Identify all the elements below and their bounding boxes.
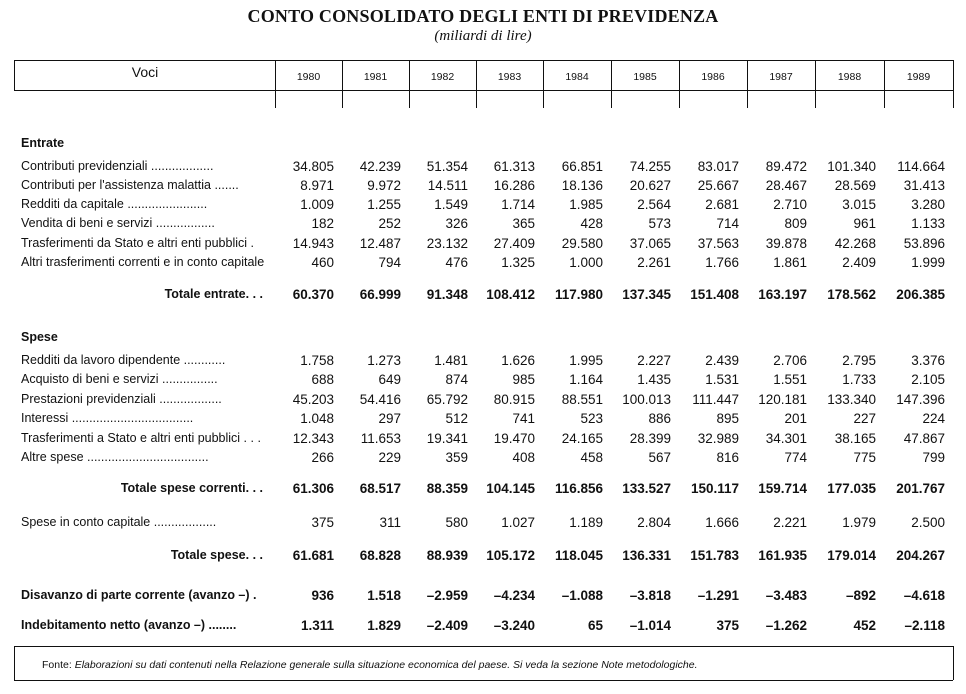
footer-bottom-rule — [14, 680, 953, 681]
totale-spese-correnti-row-value-1981: 68.517 — [359, 481, 401, 496]
disavanzo-row-value-1983: –4.234 — [493, 588, 535, 603]
indebitamento-row-value-1984: 65 — [587, 618, 603, 633]
spese-conto-capitale-row-value-1981: 311 — [379, 515, 401, 530]
totale-entrate-row-value-1984: 117.980 — [554, 287, 603, 302]
entrate-row-2-value-1986: 2.681 — [705, 197, 739, 212]
spese-row-1-value-1981: 649 — [378, 372, 401, 387]
column-tick-end — [953, 90, 954, 108]
spese-conto-capitale-row-value-1986: 1.666 — [705, 515, 739, 530]
spese-row-3-value-1984: 523 — [580, 411, 603, 426]
entrate-row-0-value-1988: 101.340 — [827, 159, 876, 174]
entrate-row-1-value-1986: 25.667 — [697, 178, 739, 193]
spese-row-4-value-1981: 11.653 — [360, 431, 401, 446]
spese-row-5 — [0, 448, 966, 467]
entrate-row-0-value-1982: 51.354 — [426, 159, 468, 174]
spese-row-5-value-1981: 229 — [378, 450, 401, 465]
entrate-row-1-value-1983: 16.286 — [493, 178, 535, 193]
column-divider-8 — [815, 60, 816, 90]
spese-row-3-value-1982: 512 — [445, 411, 468, 426]
spese-row-2-value-1986: 111.447 — [692, 392, 739, 407]
totale-spese-row — [0, 546, 966, 565]
entrate-row-5-value-1982: 476 — [445, 255, 468, 270]
spese-row-2-value-1984: 88.551 — [561, 392, 603, 407]
entrate-row-1-value-1985: 20.627 — [629, 178, 671, 193]
section-heading-entrate: Entrate — [21, 136, 65, 150]
spese-row-2-value-1985: 100.013 — [622, 392, 671, 407]
spese-row-0-value-1989: 3.376 — [911, 353, 945, 368]
totale-entrate-row-value-1982: 91.348 — [426, 287, 468, 302]
entrate-row-4 — [0, 234, 966, 253]
entrate-row-4-value-1983: 27.409 — [493, 236, 535, 251]
totale-spese-row-value-1988: 179.014 — [827, 548, 876, 563]
spese-row-5-value-1987: 774 — [784, 450, 807, 465]
column-tick-4 — [543, 90, 544, 108]
totale-entrate-row-label: Totale entrate. . . — [164, 287, 263, 301]
spese-row-4-value-1988: 38.165 — [834, 431, 876, 446]
indebitamento-row-value-1986: 375 — [716, 618, 739, 633]
column-divider-5 — [611, 60, 612, 90]
spese-row-1-value-1983: 985 — [512, 372, 535, 387]
entrate-row-2-value-1985: 2.564 — [637, 197, 671, 212]
year-header-1989: 1989 — [906, 71, 931, 83]
spese-row-5-value-1982: 359 — [445, 450, 468, 465]
indebitamento-row-value-1987: –1.262 — [765, 618, 807, 633]
spese-row-4-value-1989: 47.867 — [903, 431, 945, 446]
spese-conto-capitale-row-value-1980: 375 — [311, 515, 334, 530]
column-tick-6 — [679, 90, 680, 108]
entrate-row-5-value-1980: 460 — [311, 255, 334, 270]
spese-row-3-value-1985: 886 — [648, 411, 671, 426]
spese-row-3-value-1988: 227 — [853, 411, 876, 426]
spese-row-0-value-1987: 2.706 — [773, 353, 807, 368]
year-header-1988: 1988 — [837, 71, 862, 83]
spese-row-0-value-1986: 2.439 — [705, 353, 739, 368]
spese-conto-capitale-row-value-1989: 2.500 — [911, 515, 945, 530]
year-header-1985: 1985 — [633, 71, 657, 83]
spese-row-5-value-1985: 567 — [648, 450, 671, 465]
column-divider-4 — [543, 60, 544, 90]
header-rule — [14, 90, 953, 91]
totale-entrate-row-value-1981: 66.999 — [359, 287, 401, 302]
entrate-row-1-value-1981: 9.972 — [367, 178, 401, 193]
disavanzo-row-value-1984: –1.088 — [561, 588, 603, 603]
disavanzo-row-value-1986: –1.291 — [697, 588, 739, 603]
spese-conto-capitale-row-value-1984: 1.189 — [569, 515, 603, 530]
indebitamento-row-value-1989: –2.118 — [904, 618, 945, 633]
spese-row-4-value-1985: 28.399 — [629, 431, 671, 446]
totale-entrate-row-value-1985: 137.345 — [622, 287, 671, 302]
totale-spese-row-value-1982: 88.939 — [426, 548, 468, 563]
spese-row-1-value-1984: 1.164 — [569, 372, 603, 387]
totale-spese-row-value-1981: 68.828 — [359, 548, 401, 563]
spese-row-4-value-1984: 24.165 — [561, 431, 603, 446]
entrate-row-1-value-1989: 31.413 — [903, 178, 945, 193]
entrate-row-4-value-1982: 23.132 — [426, 236, 468, 251]
entrate-row-2-value-1980: 1.009 — [300, 197, 334, 212]
page-subtitle: (miliardi di lire) — [434, 28, 532, 44]
entrate-row-5-value-1981: 794 — [378, 255, 401, 270]
entrate-row-4-value-1980: 14.943 — [292, 236, 334, 251]
entrate-row-5 — [0, 253, 966, 272]
page-title: CONTO CONSOLIDATO DEGLI ENTI DI PREVIDENZA — [247, 6, 719, 26]
source-prefix: Fonte: — [42, 659, 75, 671]
entrate-row-4-value-1988: 42.268 — [834, 236, 876, 251]
spese-row-0-value-1980: 1.758 — [300, 353, 334, 368]
entrate-row-1-value-1982: 14.511 — [427, 178, 468, 193]
spese-row-1-value-1987: 1.551 — [773, 372, 807, 387]
entrate-row-0-value-1989: 114.664 — [897, 159, 945, 174]
totale-spese-correnti-row-value-1983: 104.145 — [486, 481, 535, 496]
column-tick-3 — [476, 90, 477, 108]
entrate-row-1-value-1988: 28.569 — [834, 178, 876, 193]
spese-row-5-value-1988: 775 — [853, 450, 876, 465]
year-header-1984: 1984 — [565, 71, 589, 83]
totale-entrate-row-value-1989: 206.385 — [896, 287, 945, 302]
totale-spese-row-value-1989: 204.267 — [896, 548, 945, 563]
totale-spese-correnti-row-value-1984: 116.856 — [554, 481, 603, 496]
spese-row-4 — [0, 429, 966, 448]
spese-row-2 — [0, 390, 966, 409]
entrate-row-0-value-1987: 89.472 — [765, 159, 807, 174]
column-tick-9 — [884, 90, 885, 108]
entrate-row-2 — [0, 195, 966, 214]
spese-row-4-value-1983: 19.470 — [493, 431, 535, 446]
totale-spese-row-value-1984: 118.045 — [554, 548, 603, 563]
frame-left-edge — [14, 60, 15, 90]
totale-entrate-row-value-1987: 163.197 — [758, 287, 807, 302]
totale-entrate-row — [0, 285, 966, 304]
entrate-row-1-label: Contributi per l'assistenza malattia ....... — [21, 178, 239, 192]
disavanzo-row-value-1985: –3.818 — [629, 588, 671, 603]
spese-row-1-value-1980: 688 — [311, 372, 334, 387]
entrate-row-2-value-1984: 1.985 — [569, 197, 603, 212]
indebitamento-row-label: Indebitamento netto (avanzo –) ........ — [21, 618, 237, 632]
spese-row-3-value-1987: 201 — [784, 411, 807, 426]
entrate-row-2-value-1989: 3.280 — [911, 197, 945, 212]
totale-spese-row-value-1987: 161.935 — [758, 548, 807, 563]
spese-row-3-value-1983: 741 — [512, 411, 535, 426]
entrate-row-0-value-1985: 74.255 — [629, 159, 671, 174]
year-header-1982: 1982 — [430, 71, 455, 83]
disavanzo-row-value-1980: 936 — [311, 588, 334, 603]
disavanzo-row-value-1981: 1.518 — [367, 588, 401, 603]
totale-spese-correnti-row-value-1989: 201.767 — [896, 481, 945, 496]
indebitamento-row-value-1981: 1.829 — [367, 618, 401, 633]
column-tick-5 — [611, 90, 612, 108]
indebitamento-row-value-1983: –3.240 — [493, 618, 535, 633]
frame-right-edge — [953, 60, 954, 90]
year-header-1980: 1980 — [296, 71, 321, 83]
entrate-row-0-value-1981: 42.239 — [359, 159, 401, 174]
spese-row-5-value-1980: 266 — [311, 450, 334, 465]
indebitamento-row-value-1980: 1.311 — [300, 618, 334, 633]
spese-row-0-value-1981: 1.273 — [367, 353, 401, 368]
entrate-row-3 — [0, 214, 966, 233]
column-divider-7 — [747, 60, 748, 90]
spese-row-5-label: Altre spese ................................... — [21, 450, 209, 464]
totale-spese-correnti-row-value-1987: 159.714 — [758, 481, 807, 496]
entrate-row-4-value-1987: 39.878 — [765, 236, 807, 251]
entrate-row-0 — [0, 157, 966, 176]
spese-row-3-value-1989: 224 — [922, 411, 945, 426]
totale-entrate-row-value-1983: 108.412 — [486, 287, 535, 302]
totale-spese-correnti-row-value-1980: 61.306 — [292, 481, 334, 496]
spese-row-1-value-1988: 1.733 — [842, 372, 876, 387]
disavanzo-row-value-1987: –3.483 — [765, 588, 807, 603]
spese-row-1-value-1985: 1.435 — [637, 372, 671, 387]
spese-row-3-value-1981: 297 — [378, 411, 401, 426]
spese-row-0 — [0, 351, 966, 370]
entrate-row-3-value-1982: 326 — [445, 216, 468, 231]
entrate-row-0-value-1986: 83.017 — [697, 159, 739, 174]
entrate-row-0-label: Contributi previdenziali .................. — [21, 159, 214, 173]
totale-spese-row-value-1980: 61.681 — [292, 548, 334, 563]
spese-row-2-value-1988: 133.340 — [827, 392, 876, 407]
totale-spese-row-value-1983: 105.172 — [486, 548, 535, 563]
column-divider-3 — [476, 60, 477, 90]
spese-row-4-value-1987: 34.301 — [765, 431, 807, 446]
spese-row-5-value-1989: 799 — [922, 450, 945, 465]
spese-row-0-label: Redditi da lavoro dipendente ............ — [21, 353, 226, 367]
entrate-row-3-value-1988: 961 — [853, 216, 876, 231]
disavanzo-row-value-1989: –4.618 — [903, 588, 945, 603]
totale-entrate-row-value-1980: 60.370 — [292, 287, 334, 302]
spese-conto-capitale-row-label: Spese in conto capitale .................. — [21, 515, 217, 529]
spese-row-4-value-1982: 19.341 — [426, 431, 468, 446]
entrate-row-3-label: Vendita di beni e servizi ................. — [21, 216, 215, 230]
column-divider-6 — [679, 60, 680, 90]
footer-right-edge — [953, 646, 954, 680]
spese-row-1-value-1986: 1.531 — [705, 372, 739, 387]
totale-spese-correnti-row-value-1982: 88.359 — [426, 481, 468, 496]
totale-entrate-row-value-1988: 178.562 — [827, 287, 876, 302]
spese-row-4-value-1986: 32.989 — [697, 431, 739, 446]
entrate-row-5-value-1986: 1.766 — [705, 255, 739, 270]
disavanzo-row-label: Disavanzo di parte corrente (avanzo –) . — [21, 588, 257, 602]
spese-conto-capitale-row-value-1983: 1.027 — [501, 515, 535, 530]
totale-entrate-row-value-1986: 151.408 — [690, 287, 739, 302]
entrate-row-5-value-1987: 1.861 — [773, 255, 807, 270]
spese-row-3-value-1980: 1.048 — [300, 411, 334, 426]
source-note — [42, 659, 698, 671]
entrate-row-5-value-1984: 1.000 — [569, 255, 603, 270]
entrate-row-4-value-1984: 29.580 — [561, 236, 603, 251]
spese-row-1 — [0, 370, 966, 389]
totale-spese-row-value-1986: 151.783 — [690, 548, 739, 563]
spese-conto-capitale-row-value-1988: 1.979 — [842, 515, 876, 530]
entrate-row-4-value-1985: 37.065 — [629, 236, 671, 251]
spese-row-2-label: Prestazioni previdenziali .................. — [21, 392, 222, 406]
spese-row-0-value-1984: 1.995 — [569, 353, 603, 368]
spese-row-5-value-1984: 458 — [580, 450, 603, 465]
entrate-row-1-value-1980: 8.971 — [300, 178, 334, 193]
entrate-row-2-value-1982: 1.549 — [434, 197, 468, 212]
entrate-row-3-value-1984: 428 — [580, 216, 603, 231]
year-header-1986: 1986 — [701, 71, 725, 83]
spese-row-1-value-1982: 874 — [445, 372, 468, 387]
spese-conto-capitale-row-value-1987: 2.221 — [773, 515, 807, 530]
entrate-row-0-value-1980: 34.805 — [292, 159, 334, 174]
entrate-row-3-value-1981: 252 — [378, 216, 401, 231]
entrate-row-1-value-1987: 28.467 — [765, 178, 807, 193]
column-tick-8 — [815, 90, 816, 108]
indebitamento-row-value-1985: –1.014 — [629, 618, 671, 633]
spese-row-5-value-1986: 816 — [716, 450, 739, 465]
totale-spese-correnti-row-value-1985: 133.527 — [622, 481, 671, 496]
entrate-row-3-value-1983: 365 — [512, 216, 535, 231]
spese-conto-capitale-row-value-1982: 580 — [445, 515, 468, 530]
entrate-row-4-value-1989: 53.896 — [903, 236, 945, 251]
entrate-row-1 — [0, 176, 966, 195]
entrate-row-0-value-1984: 66.851 — [561, 159, 603, 174]
year-header-1987: 1987 — [769, 71, 793, 83]
entrate-row-0-value-1983: 61.313 — [493, 159, 535, 174]
section-heading-spese: Spese — [21, 330, 58, 344]
totale-spese-correnti-row — [0, 479, 966, 498]
column-divider-1 — [342, 60, 343, 90]
spese-row-2-value-1982: 65.792 — [426, 392, 468, 407]
entrate-row-2-label: Redditi da capitale ....................... — [21, 197, 208, 211]
totale-spese-row-value-1985: 136.331 — [622, 548, 671, 563]
spese-row-2-value-1980: 45.203 — [292, 392, 334, 407]
year-header-1981: 1981 — [363, 71, 388, 83]
totale-spese-correnti-row-value-1988: 177.035 — [827, 481, 876, 496]
column-tick-0 — [275, 90, 276, 108]
year-header-1983: 1983 — [497, 71, 522, 83]
indebitamento-row-value-1988: 452 — [853, 618, 876, 633]
entrate-row-1-value-1984: 18.136 — [561, 178, 603, 193]
spese-row-5-value-1983: 408 — [512, 450, 535, 465]
entrate-row-5-value-1985: 2.261 — [637, 255, 671, 270]
spese-row-0-value-1988: 2.795 — [842, 353, 876, 368]
entrate-row-3-value-1987: 809 — [784, 216, 807, 231]
entrate-row-2-value-1983: 1.714 — [501, 197, 535, 212]
column-tick-2 — [409, 90, 410, 108]
table-top-rule — [14, 60, 953, 61]
spese-row-2-value-1983: 80.915 — [493, 392, 535, 407]
spese-row-2-value-1987: 120.181 — [758, 392, 807, 407]
column-tick-1 — [342, 90, 343, 108]
column-tick-7 — [747, 90, 748, 108]
spese-row-0-value-1985: 2.227 — [637, 353, 671, 368]
spese-row-3-label: Interessi ................................... — [21, 411, 194, 425]
entrate-row-4-value-1981: 12.487 — [359, 236, 401, 251]
footer-left-edge — [14, 646, 15, 680]
spese-row-4-value-1980: 12.343 — [292, 431, 334, 446]
column-divider-0 — [275, 60, 276, 90]
spese-row-4-label: Trasferimenti a Stato e altri enti pubblici . . . — [21, 431, 261, 445]
entrate-row-5-value-1988: 2.409 — [842, 255, 876, 270]
column-divider-9 — [884, 60, 885, 90]
totale-spese-correnti-row-value-1986: 150.117 — [690, 481, 739, 496]
entrate-row-4-value-1986: 37.563 — [697, 236, 739, 251]
entrate-row-5-label: Altri trasferimenti correnti e in conto capitale — [21, 255, 265, 269]
entrate-row-2-value-1988: 3.015 — [842, 197, 876, 212]
disavanzo-row-value-1982: –2.959 — [426, 588, 468, 603]
disavanzo-row-value-1988: –892 — [845, 588, 876, 603]
spese-row-2-value-1989: 147.396 — [896, 392, 945, 407]
entrate-row-5-value-1989: 1.999 — [911, 255, 945, 270]
spese-row-0-value-1983: 1.626 — [501, 353, 535, 368]
entrate-row-3-value-1989: 1.133 — [911, 216, 945, 231]
totale-spese-row-label: Totale spese. . . — [170, 548, 263, 562]
disavanzo-row — [0, 586, 966, 605]
entrate-row-3-value-1980: 182 — [311, 216, 334, 231]
entrate-row-3-value-1986: 714 — [716, 216, 739, 231]
spese-conto-capitale-row — [0, 513, 966, 532]
spese-row-0-value-1982: 1.481 — [434, 353, 468, 368]
totale-spese-correnti-row-label: Totale spese correnti. . . — [120, 481, 263, 495]
indebitamento-row — [0, 616, 966, 635]
spese-row-2-value-1981: 54.416 — [359, 392, 401, 407]
entrate-row-4-label: Trasferimenti da Stato e altri enti pubblici . — [21, 236, 254, 250]
entrate-row-5-value-1983: 1.325 — [501, 255, 535, 270]
column-header-voci: Voci — [131, 64, 159, 80]
entrate-row-3-value-1985: 573 — [648, 216, 671, 231]
source-text: Elaborazioni su dati contenuti nella Relazione generale sulla situazione economica del paese. Si veda la sezione Note metodologiche. — [74, 659, 698, 671]
column-divider-2 — [409, 60, 410, 90]
spese-row-1-label: Acquisto di beni e servizi ................ — [21, 372, 218, 386]
entrate-row-2-value-1987: 2.710 — [773, 197, 807, 212]
indebitamento-row-value-1982: –2.409 — [426, 618, 468, 633]
spese-row-3 — [0, 409, 966, 428]
spese-row-1-value-1989: 2.105 — [911, 372, 945, 387]
spese-conto-capitale-row-value-1985: 2.804 — [637, 515, 671, 530]
entrate-row-2-value-1981: 1.255 — [367, 197, 401, 212]
table-bottom-rule — [14, 646, 953, 647]
spese-row-3-value-1986: 895 — [716, 411, 739, 426]
